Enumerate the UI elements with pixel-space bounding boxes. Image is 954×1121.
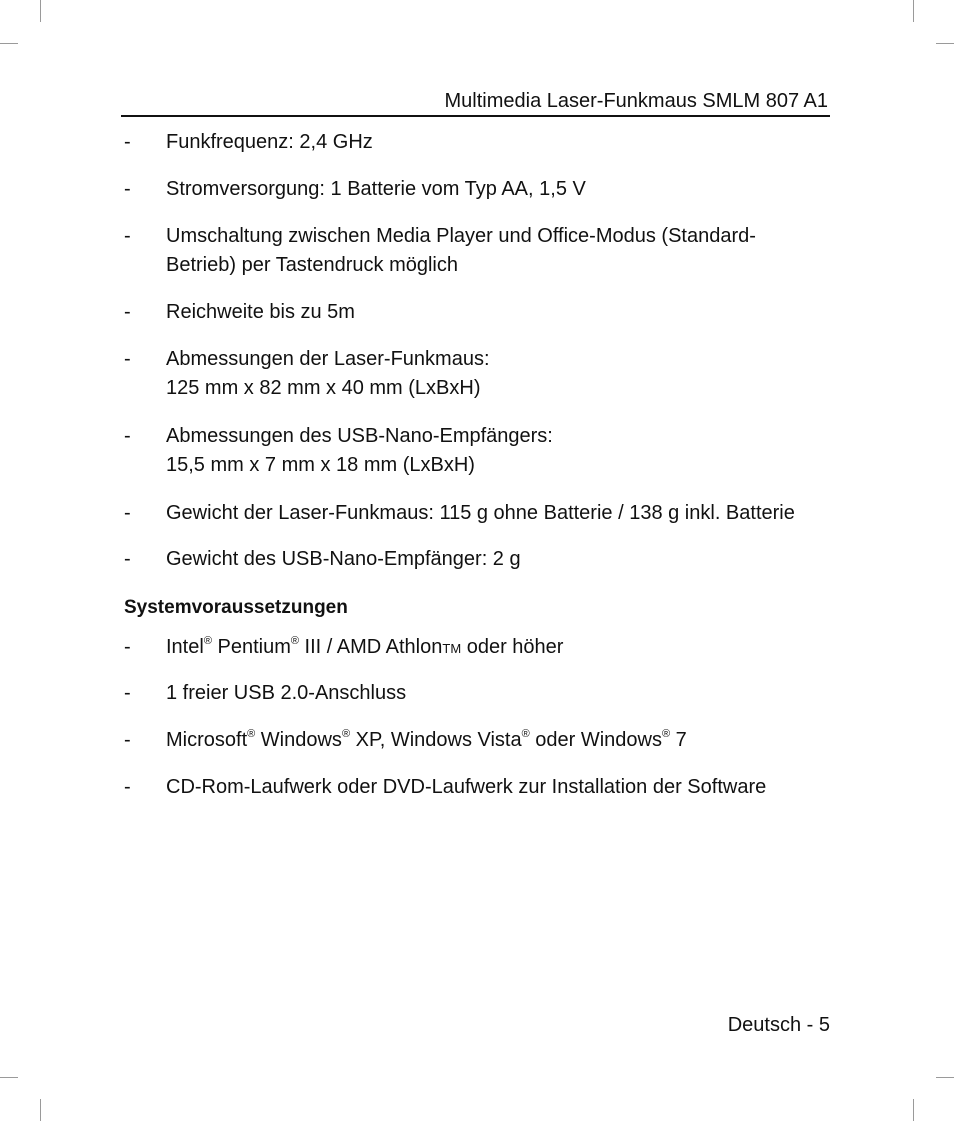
list-item-text: 125 mm x 82 mm x 40 mm (LxBxH) [166, 377, 481, 399]
bullet-dash: - [124, 729, 131, 751]
list-item-text: Funkfrequenz: 2,4 GHz [166, 131, 373, 153]
crop-mark [913, 1099, 914, 1121]
page-header [121, 87, 830, 117]
list-item-text: CD-Rom-Laufwerk oder DVD-Laufwerk zur Installation der Software [166, 776, 767, 798]
list-item-text: Reichweite bis zu 5m [166, 301, 355, 323]
bullet-dash: - [124, 301, 131, 323]
bullet-dash: - [124, 348, 131, 370]
crop-mark [0, 1077, 18, 1078]
crop-mark [40, 0, 41, 22]
list-item-text: Intel® Pentium® III / AMD AthlonTM oder höher [166, 635, 564, 658]
crop-mark [913, 0, 914, 22]
bullet-dash: - [124, 682, 131, 704]
list-item-text: 1 freier USB 2.0-Anschluss [166, 682, 407, 704]
list-item-text: Stromversorgung: 1 Batterie vom Typ AA, 1,5 V [166, 178, 586, 200]
crop-mark [936, 43, 954, 44]
crop-mark [936, 1077, 954, 1078]
list-item-text: Microsoft® Windows® XP, Windows Vista® oder Windows® 7 [166, 728, 687, 751]
bullet-dash: - [124, 776, 131, 798]
list-item-text: Umschaltung zwischen Media Player und Office-Modus (Standard- [166, 225, 756, 247]
bullet-dash: - [124, 502, 131, 524]
bullet-dash: - [124, 548, 131, 570]
bullet-dash: - [124, 636, 131, 658]
page-number: Deutsch - 5 [727, 1014, 830, 1036]
header-title: Multimedia Laser-Funkmaus SMLM 807 A1 [444, 90, 828, 112]
list-item-text: Betrieb) per Tastendruck möglich [166, 254, 458, 276]
crop-mark [0, 43, 18, 44]
section-title: Systemvoraussetzungen [124, 597, 348, 618]
list-item-text: 15,5 mm x 7 mm x 18 mm (LxBxH) [166, 454, 475, 476]
bullet-dash: - [124, 131, 131, 153]
bullet-dash: - [124, 425, 131, 447]
list-item-text: Gewicht des USB-Nano-Empfänger: 2 g [166, 548, 521, 570]
list-item-text: Abmessungen der Laser-Funkmaus: [166, 348, 490, 370]
list-item-text: Gewicht der Laser-Funkmaus: 115 g ohne Batterie / 138 g inkl. Batterie [166, 502, 795, 524]
crop-mark [40, 1099, 41, 1121]
bullet-dash: - [124, 225, 131, 247]
list-item-text: Abmessungen des USB-Nano-Empfängers: [166, 425, 553, 447]
bullet-dash: - [124, 178, 131, 200]
